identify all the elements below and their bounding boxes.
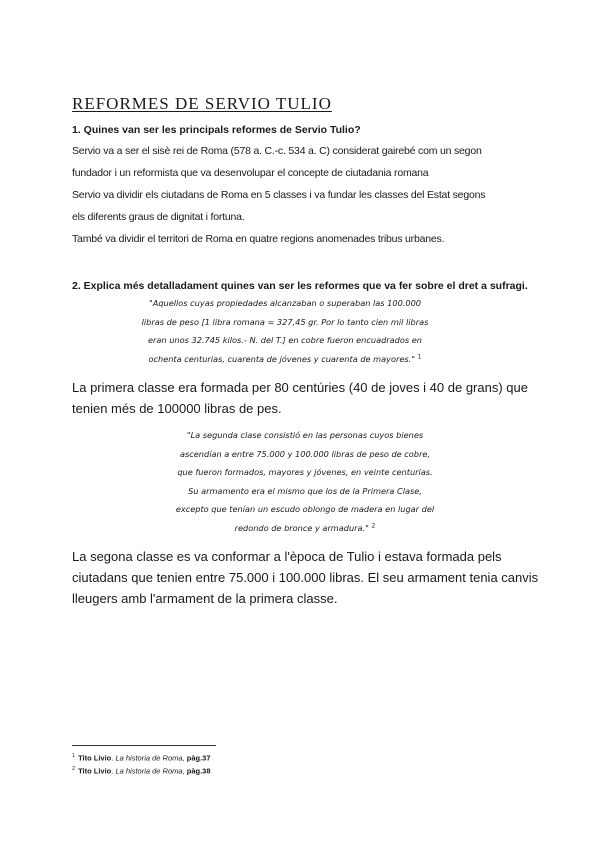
answer-1-line: També va dividir el territori de Roma en quatre regions anomenades tribus urbanes.: [72, 233, 445, 245]
quote-2-line: excepto que tenían un escudo oblongo de madera en lugar del: [175, 504, 435, 514]
footnote-2: $^2$ Tito Livio. La historia de Roma, pàg.38: [72, 766, 211, 776]
quote-1-line: "Aquellos cuyas propiedades alcanzaban o superaban las 100.000: [148, 298, 422, 308]
paragraph-2: [72, 546, 538, 609]
paragraph-1-line: tenien més de 100000 libras de pes.: [72, 401, 282, 416]
footnote-number: 1: [72, 753, 76, 759]
footnote-work: La historia de Roma,: [115, 766, 185, 776]
paragraph-1: [72, 377, 528, 419]
footnote-page: pàg.38: [186, 766, 211, 776]
answer-1-line: els diferents graus de dignitat i fortuna.: [72, 211, 245, 223]
paragraph-2-line: La segona classe es va conformar a l'època de Tulio i estava formada pels: [72, 549, 502, 564]
footnote-ref-1[interactable]: 1: [417, 352, 422, 360]
quote-1-line: ochenta centurias, cuarenta de jóvenes y cuarenta de mayores." $^1$: [148, 352, 422, 364]
footnote-work: La historia de Roma,: [115, 753, 185, 763]
footnote-ref-2[interactable]: 2: [371, 521, 376, 529]
quote-2: [150, 426, 460, 537]
document-title: REFORMES DE SERVIO TULIO: [72, 94, 332, 113]
footnote-page: pàg.37: [186, 753, 211, 763]
question-1: 1. Quines van ser les principals reformes de Servio Tulio?: [72, 124, 361, 136]
footnote-divider: [72, 745, 216, 746]
quote-1-line: libras de peso [1 libra romana = 327,45 gr. Por lo tanto cien mil libras: [141, 316, 429, 327]
quote-2-line: ascendían a entre 75.000 y 100.000 libras de peso de cobre,: [179, 448, 430, 459]
footnote-author: Tito Livio: [78, 753, 112, 763]
answer-1: [72, 140, 542, 250]
footnote-number: 2: [72, 766, 76, 772]
paragraph-1-line: La primera classe era formada per 80 centúries (40 de joves i 40 de grans) que: [72, 380, 528, 395]
answer-1-line: fundador i un reformista que va desenvolupar el concepte de ciutadania romana: [72, 167, 429, 179]
answer-1-line: Servio va dividir els ciutadans de Roma en 5 classes i va fundar les classes del Estat segons: [72, 189, 486, 201]
quote-2-line: "La segunda clase consistió en las personas cuyos bienes: [186, 430, 424, 440]
quote-2-line: Su armamento era el mismo que los de la Primera Clase,: [188, 485, 422, 496]
question-2: 2. Explica més detalladament quines van ser les reformes que va fer sobre el dret a sufragi.: [72, 280, 528, 292]
paragraph-2-line: ciutadans que tenien entre 75.000 i 100.000 libras. El seu armament tenia canvis: [72, 570, 539, 585]
quote-1: [120, 294, 450, 368]
answer-1-line: Servio va a ser el sisè rei de Roma (578 a. C.-c. 534 a. C) considerat gairebé com un segon: [72, 145, 482, 157]
footnote-author: Tito Livio: [78, 766, 112, 776]
paragraph-2-line: lleugers amb l'armament de la primera classe.: [72, 591, 338, 606]
footnote-1: $^1$ Tito Livio. La historia de Roma, pàg.37: [72, 753, 211, 763]
quote-1-line: eran unos 32.745 kilos.- N. del T.] en cobre fueron encuadrados en: [148, 335, 422, 345]
quote-2-line: que fueron formados, mayores y jóvenes, en veinte centurias.: [177, 467, 433, 477]
quote-2-line: redondo de bronce y armadura." $^2$: [234, 521, 376, 533]
